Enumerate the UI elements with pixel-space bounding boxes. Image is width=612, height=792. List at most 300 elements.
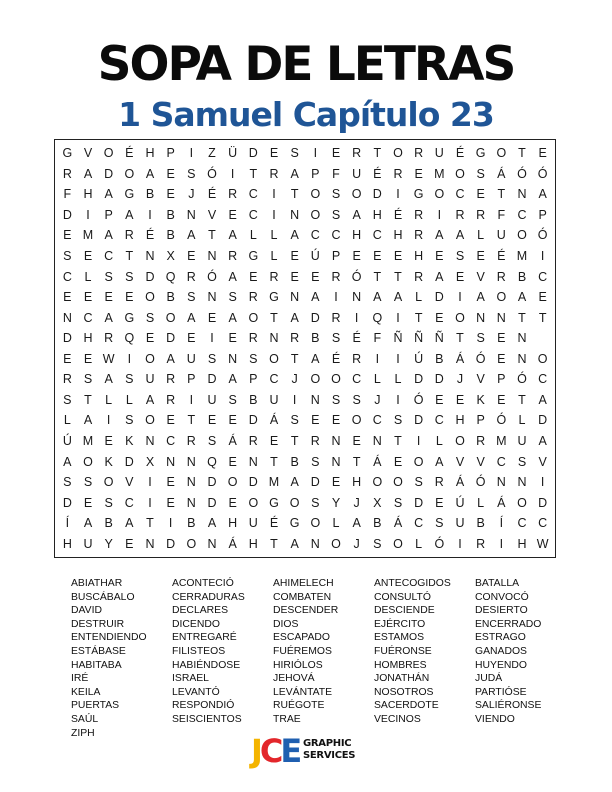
grid-cell: T bbox=[497, 187, 506, 202]
grid-cell: E bbox=[228, 331, 237, 346]
grid-cell: S bbox=[414, 475, 423, 490]
grid-cell: B bbox=[166, 228, 175, 243]
grid-cell: S bbox=[104, 495, 113, 510]
grid-cell: E bbox=[538, 290, 547, 305]
word-list-item: SALIÉRONSE bbox=[475, 700, 542, 712]
grid-cell: A bbox=[290, 228, 299, 243]
grid-cell: E bbox=[538, 146, 547, 161]
grid-cell: E bbox=[331, 413, 341, 428]
grid-cell: Z bbox=[208, 146, 216, 161]
grid-cell: Ú bbox=[62, 433, 72, 448]
grid-cell: A bbox=[207, 516, 217, 531]
grid-cell: Ó bbox=[537, 228, 548, 243]
grid-cell: R bbox=[248, 433, 258, 448]
grid-cell: I bbox=[272, 207, 276, 222]
grid-cell: S bbox=[145, 310, 155, 325]
grid-cell: E bbox=[331, 475, 341, 490]
grid-cell: E bbox=[269, 433, 279, 448]
grid-cell: C bbox=[434, 413, 444, 428]
grid-cell bbox=[532, 328, 553, 349]
grid-cell: E bbox=[352, 249, 361, 264]
grid-cell: B bbox=[476, 516, 485, 531]
grid-cell: W bbox=[536, 536, 549, 551]
grid-cell: Á bbox=[228, 433, 237, 448]
grid-cell: O bbox=[372, 475, 383, 490]
grid-cell: A bbox=[311, 290, 320, 305]
grid-cell: J bbox=[353, 495, 360, 510]
grid-cell: D bbox=[248, 413, 258, 428]
word-list-item: AHIMELECH bbox=[273, 578, 334, 589]
grid-cell: O bbox=[145, 351, 155, 366]
grid-cell: I bbox=[127, 351, 132, 366]
grid-cell: Ó bbox=[517, 166, 527, 181]
logo-letter-j: J bbox=[251, 732, 260, 770]
grid-cell: A bbox=[538, 392, 547, 407]
grid-cell: R bbox=[455, 207, 465, 222]
grid-cell: G bbox=[289, 516, 300, 531]
grid-cell: I bbox=[189, 146, 194, 161]
grid-cell: Q bbox=[207, 454, 217, 469]
grid-cell: I bbox=[292, 392, 297, 407]
grid-cell: E bbox=[497, 331, 506, 346]
grid-cell: N bbox=[228, 351, 238, 366]
grid-cell: S bbox=[63, 249, 72, 264]
grid-cell: E bbox=[228, 413, 237, 428]
grid-cell: E bbox=[104, 433, 113, 448]
grid-cell: S bbox=[311, 495, 320, 510]
grid-cell: U bbox=[207, 392, 217, 407]
grid-cell: S bbox=[373, 536, 382, 551]
grid-cell: L bbox=[415, 536, 423, 551]
logo-mark bbox=[251, 733, 299, 769]
grid-cell: R bbox=[290, 331, 300, 346]
grid-cell: E bbox=[435, 392, 444, 407]
letter-grid bbox=[54, 139, 556, 558]
grid-cell: Ó bbox=[475, 475, 486, 490]
grid-cell: A bbox=[476, 290, 485, 305]
grid-cell: N bbox=[207, 290, 217, 305]
grid-cell: L bbox=[270, 249, 278, 264]
word-list bbox=[71, 577, 551, 740]
grid-cell: N bbox=[207, 536, 217, 551]
word-list-item: SACERDOTE bbox=[374, 700, 439, 712]
grid-cell: R bbox=[248, 331, 258, 346]
grid-cell: A bbox=[187, 228, 196, 243]
word-list-item: ABIATHAR bbox=[71, 578, 123, 589]
grid-cell: T bbox=[249, 166, 258, 181]
word-list-item: JEHOVÁ bbox=[273, 673, 315, 685]
grid-cell: O bbox=[455, 433, 465, 448]
grid-cell: H bbox=[145, 146, 155, 161]
grid-cell: S bbox=[228, 392, 237, 407]
grid-cell: N bbox=[166, 454, 176, 469]
grid-cell: R bbox=[476, 433, 486, 448]
grid-cell: D bbox=[538, 413, 548, 428]
grid-cell: R bbox=[476, 536, 486, 551]
grid-cell: P bbox=[166, 146, 175, 161]
grid-cell: I bbox=[499, 536, 504, 551]
word-list-item: CONVOCÓ bbox=[475, 591, 529, 603]
grid-cell: A bbox=[435, 454, 444, 469]
grid-cell: Ú bbox=[310, 249, 320, 264]
word-list-item: FUÉREMOS bbox=[273, 645, 332, 657]
grid-cell: T bbox=[518, 310, 526, 325]
grid-cell: X bbox=[373, 495, 382, 510]
grid-cell: S bbox=[207, 433, 217, 448]
grid-cell: O bbox=[103, 475, 114, 490]
word-list-item: LEVANTÓ bbox=[172, 686, 220, 698]
grid-cell: S bbox=[187, 166, 196, 181]
grid-cell: B bbox=[373, 516, 382, 531]
grid-cell: É bbox=[352, 331, 361, 346]
grid-cell: N bbox=[248, 454, 258, 469]
grid-cell: Á bbox=[373, 454, 382, 469]
grid-cell: V bbox=[476, 454, 485, 469]
word-list-item: HIRIÓLOS bbox=[273, 659, 323, 671]
grid-cell: A bbox=[228, 372, 237, 387]
word-list-item: CERRADURAS bbox=[172, 591, 245, 603]
grid-cell: N bbox=[290, 207, 300, 222]
grid-cell: N bbox=[517, 187, 527, 202]
grid-cell: D bbox=[248, 475, 258, 490]
word-list-item: ZIPH bbox=[71, 727, 95, 739]
grid-cell: O bbox=[227, 475, 238, 490]
grid-cell: A bbox=[104, 310, 113, 325]
grid-cell: I bbox=[540, 249, 545, 264]
grid-cell: A bbox=[228, 228, 237, 243]
word-list-item: ACONTECIÓ bbox=[172, 578, 234, 589]
grid-cell: U bbox=[145, 372, 155, 387]
grid-cell: O bbox=[351, 187, 362, 202]
word-list-item: ANTECOGIDOS bbox=[374, 578, 451, 589]
grid-cell: B bbox=[104, 516, 113, 531]
grid-cell: É bbox=[455, 146, 465, 161]
word-list-item: RESPONDIÓ bbox=[172, 700, 235, 712]
grid-cell: O bbox=[496, 146, 507, 161]
grid-cell: N bbox=[186, 475, 196, 490]
word-list-item: EJÉRCITO bbox=[374, 618, 426, 630]
grid-cell: E bbox=[435, 310, 444, 325]
grid-cell: P bbox=[331, 249, 341, 264]
grid-cell: O bbox=[496, 290, 507, 305]
grid-cell: E bbox=[166, 413, 175, 428]
grid-cell: R bbox=[269, 269, 279, 284]
grid-cell: A bbox=[373, 290, 382, 305]
grid-cell: I bbox=[86, 207, 90, 222]
grid-cell: E bbox=[166, 475, 175, 490]
grid-cell: B bbox=[166, 290, 175, 305]
grid-cell: G bbox=[124, 310, 135, 325]
grid-cell: O bbox=[517, 228, 527, 243]
grid-cell: N bbox=[372, 433, 382, 448]
grid-cell: D bbox=[166, 331, 176, 346]
grid-cell: E bbox=[83, 249, 93, 264]
grid-cell: E bbox=[455, 392, 465, 407]
grid-cell: T bbox=[414, 310, 423, 325]
grid-cell: C bbox=[496, 454, 506, 469]
grid-cell: H bbox=[83, 331, 93, 346]
grid-cell: I bbox=[189, 392, 194, 407]
grid-cell: S bbox=[455, 249, 465, 264]
grid-cell: R bbox=[414, 207, 424, 222]
grid-cell: R bbox=[331, 310, 341, 325]
grid-cell: Ü bbox=[228, 146, 238, 161]
grid-cell: V bbox=[207, 207, 217, 222]
grid-cell: L bbox=[518, 413, 526, 428]
grid-cell: O bbox=[248, 310, 259, 325]
grid-cell: R bbox=[414, 228, 424, 243]
grid-cell: Á bbox=[269, 413, 279, 428]
word-list-item: ENCERRADO bbox=[475, 618, 542, 630]
grid-cell: A bbox=[517, 290, 527, 305]
grid-cell: W bbox=[102, 351, 115, 366]
grid-cell: T bbox=[84, 392, 92, 407]
grid-cell: O bbox=[269, 351, 279, 366]
grid-cell: A bbox=[125, 207, 134, 222]
grid-cell: A bbox=[145, 392, 155, 407]
page-subtitle: 1 Samuel Capítulo 23 bbox=[118, 95, 494, 134]
page-title: SOPA DE LETRAS bbox=[97, 37, 515, 92]
grid-cell: S bbox=[290, 413, 299, 428]
grid-cell: E bbox=[476, 187, 485, 202]
word-list-item: JONATHÁN bbox=[374, 673, 430, 685]
grid-cell: E bbox=[83, 495, 93, 510]
grid-cell: R bbox=[414, 146, 424, 161]
grid-cell: J bbox=[291, 372, 298, 387]
grid-cell: V bbox=[538, 454, 547, 469]
grid-cell: R bbox=[124, 228, 134, 243]
grid-cell: Y bbox=[104, 536, 113, 551]
grid-cell: C bbox=[104, 249, 114, 264]
grid-cell: R bbox=[248, 290, 258, 305]
grid-cell: C bbox=[538, 372, 548, 387]
grid-cell: M bbox=[82, 433, 94, 448]
grid-cell: I bbox=[148, 495, 152, 510]
grid-cell: E bbox=[83, 290, 93, 305]
grid-cell: E bbox=[373, 249, 382, 264]
grid-cell: E bbox=[290, 249, 299, 264]
grid-cell: Á bbox=[497, 495, 506, 510]
grid-cell: S bbox=[331, 331, 341, 346]
grid-cell: R bbox=[352, 146, 362, 161]
grid-cell: L bbox=[477, 495, 485, 510]
grid-cell: F bbox=[63, 187, 72, 202]
grid-cell: M bbox=[268, 475, 280, 490]
grid-cell: É bbox=[207, 187, 217, 202]
grid-cell: M bbox=[434, 166, 445, 181]
grid-cell: Ó bbox=[413, 392, 424, 407]
grid-cell: O bbox=[310, 187, 321, 202]
grid-cell: E bbox=[497, 351, 506, 366]
grid-cell: C bbox=[455, 187, 465, 202]
grid-cell: T bbox=[456, 331, 464, 346]
grid-cell: O bbox=[455, 166, 465, 181]
grid-cell: K bbox=[104, 454, 113, 469]
grid-cell: B bbox=[311, 331, 320, 346]
grid-cell: L bbox=[394, 372, 402, 387]
word-list-item: DAVID bbox=[71, 605, 102, 617]
word-list-item: HOMBRES bbox=[374, 659, 427, 671]
grid-cell: A bbox=[290, 166, 299, 181]
word-list-item: DICENDO bbox=[172, 618, 220, 630]
grid-cell: R bbox=[331, 269, 341, 284]
word-list-item: ESCAPADO bbox=[273, 632, 330, 644]
grid-cell: I bbox=[148, 207, 152, 222]
grid-cell: D bbox=[372, 187, 382, 202]
grid-cell: Ñ bbox=[414, 331, 424, 346]
word-list-item: ISRAEL bbox=[172, 673, 209, 685]
grid-cell: R bbox=[228, 187, 238, 202]
grid-cell: C bbox=[248, 207, 258, 222]
grid-cell: L bbox=[477, 228, 485, 243]
grid-cell: O bbox=[351, 413, 362, 428]
grid-cell: R bbox=[352, 351, 362, 366]
grid-cell: A bbox=[228, 269, 237, 284]
grid-cell: S bbox=[207, 351, 217, 366]
grid-cell: E bbox=[455, 269, 465, 284]
grid-cell: Í bbox=[65, 516, 70, 531]
grid-cell: A bbox=[352, 207, 361, 222]
grid-cell: O bbox=[83, 454, 93, 469]
grid-cell: L bbox=[105, 392, 113, 407]
grid-cell: A bbox=[435, 228, 444, 243]
grid-cell: C bbox=[83, 310, 93, 325]
grid-cell: N bbox=[269, 331, 279, 346]
logo-letter-c: C bbox=[259, 732, 281, 770]
grid-cell: D bbox=[207, 372, 217, 387]
grid-cell: A bbox=[125, 516, 134, 531]
grid-cell: Á bbox=[497, 166, 506, 181]
word-list-item: ESTRAGO bbox=[475, 632, 526, 644]
grid-cell: K bbox=[476, 392, 485, 407]
grid-cell: C bbox=[372, 413, 382, 428]
grid-cell: G bbox=[475, 146, 486, 161]
grid-cell: D bbox=[207, 475, 217, 490]
grid-cell: D bbox=[62, 207, 72, 222]
grid-cell: E bbox=[207, 413, 217, 428]
grid-cell: N bbox=[186, 454, 196, 469]
grid-cell: I bbox=[458, 536, 462, 551]
grid-cell: G bbox=[248, 249, 259, 264]
grid-cell: É bbox=[145, 228, 155, 243]
word-list-item: FUÉRONSE bbox=[374, 645, 432, 657]
grid-cell: R bbox=[476, 207, 486, 222]
grid-cell: N bbox=[186, 495, 196, 510]
grid-cell: T bbox=[538, 310, 547, 325]
grid-cell: O bbox=[537, 351, 548, 366]
grid-cell: X bbox=[145, 454, 155, 469]
grid-cell: H bbox=[83, 187, 93, 202]
grid-cell: A bbox=[145, 166, 155, 181]
grid-cell: H bbox=[517, 536, 527, 551]
grid-cell: E bbox=[166, 495, 175, 510]
grid-cell: O bbox=[393, 536, 403, 551]
grid-cell: S bbox=[228, 290, 237, 305]
grid-cell: J bbox=[374, 392, 381, 407]
word-list-item: HABITABA bbox=[71, 659, 122, 671]
grid-cell: S bbox=[476, 166, 485, 181]
grid-cell: E bbox=[228, 207, 237, 222]
grid-cell: N bbox=[310, 536, 320, 551]
logo-line-2: SERVICES bbox=[303, 750, 356, 761]
grid-cell: U bbox=[83, 536, 93, 551]
grid-cell: U bbox=[269, 392, 279, 407]
grid-cell: I bbox=[416, 433, 421, 448]
word-list-item: SAÚL bbox=[71, 713, 99, 725]
grid-cell: E bbox=[187, 249, 196, 264]
word-list-item: VECINOS bbox=[374, 713, 421, 725]
word-list-item: ENTENDIENDO bbox=[71, 632, 147, 644]
grid-cell: S bbox=[83, 372, 93, 387]
grid-cell: A bbox=[228, 310, 237, 325]
grid-cell: T bbox=[352, 454, 361, 469]
word-list-item: GANADOS bbox=[475, 645, 527, 657]
grid-cell: B bbox=[435, 351, 444, 366]
grid-cell: J bbox=[353, 536, 360, 551]
word-list-item: KEILA bbox=[71, 686, 101, 698]
grid-cell: Ñ bbox=[434, 331, 444, 346]
word-list-item: COMBATEN bbox=[273, 591, 332, 603]
grid-cell: O bbox=[145, 290, 155, 305]
grid-cell: A bbox=[455, 228, 465, 243]
grid-cell: N bbox=[186, 207, 196, 222]
grid-cell: S bbox=[435, 516, 444, 531]
grid-cell: O bbox=[310, 516, 321, 531]
grid-cell: T bbox=[373, 146, 382, 161]
grid-cell: U bbox=[517, 433, 527, 448]
grid-cell: E bbox=[290, 269, 299, 284]
grid-cell: O bbox=[289, 495, 300, 510]
word-list-item: IRÉ bbox=[71, 673, 89, 685]
grid-cell: A bbox=[83, 166, 93, 181]
grid-cell: G bbox=[62, 146, 73, 161]
grid-cell: S bbox=[352, 392, 361, 407]
grid-cell: C bbox=[414, 516, 424, 531]
grid-cell: E bbox=[166, 166, 175, 181]
grid-cell: I bbox=[437, 207, 442, 222]
grid-cell: S bbox=[517, 454, 527, 469]
grid-cell: J bbox=[188, 187, 195, 202]
grid-cell: E bbox=[435, 249, 444, 264]
grid-cell: A bbox=[104, 187, 113, 202]
grid-cell: R bbox=[62, 166, 72, 181]
grid-cell: V bbox=[476, 269, 485, 284]
grid-cell: C bbox=[310, 228, 320, 243]
grid-cell: H bbox=[352, 228, 362, 243]
grid-cell: Ó bbox=[207, 166, 217, 181]
grid-cell: I bbox=[354, 310, 359, 325]
grid-cell: I bbox=[210, 331, 214, 346]
grid-cell: N bbox=[331, 454, 341, 469]
grid-cell: R bbox=[310, 433, 320, 448]
grid-cell: C bbox=[517, 516, 527, 531]
word-list-item: PARTIÓSE bbox=[475, 686, 527, 698]
grid-cell: A bbox=[290, 536, 299, 551]
grid-cell: T bbox=[270, 454, 278, 469]
word-list-item: DESTRUIR bbox=[71, 618, 125, 630]
grid-cell: B bbox=[166, 207, 175, 222]
grid-cell: N bbox=[517, 331, 527, 346]
grid-cell: Q bbox=[124, 331, 135, 346]
grid-cell: Á bbox=[455, 475, 465, 490]
grid-cell: L bbox=[373, 372, 381, 387]
word-list-item: NOSOTROS bbox=[374, 686, 434, 698]
grid-cell: R bbox=[414, 269, 424, 284]
grid-cell: D bbox=[166, 536, 176, 551]
grid-cell: D bbox=[434, 290, 444, 305]
grid-cell: E bbox=[166, 187, 175, 202]
grid-cell: E bbox=[311, 269, 320, 284]
